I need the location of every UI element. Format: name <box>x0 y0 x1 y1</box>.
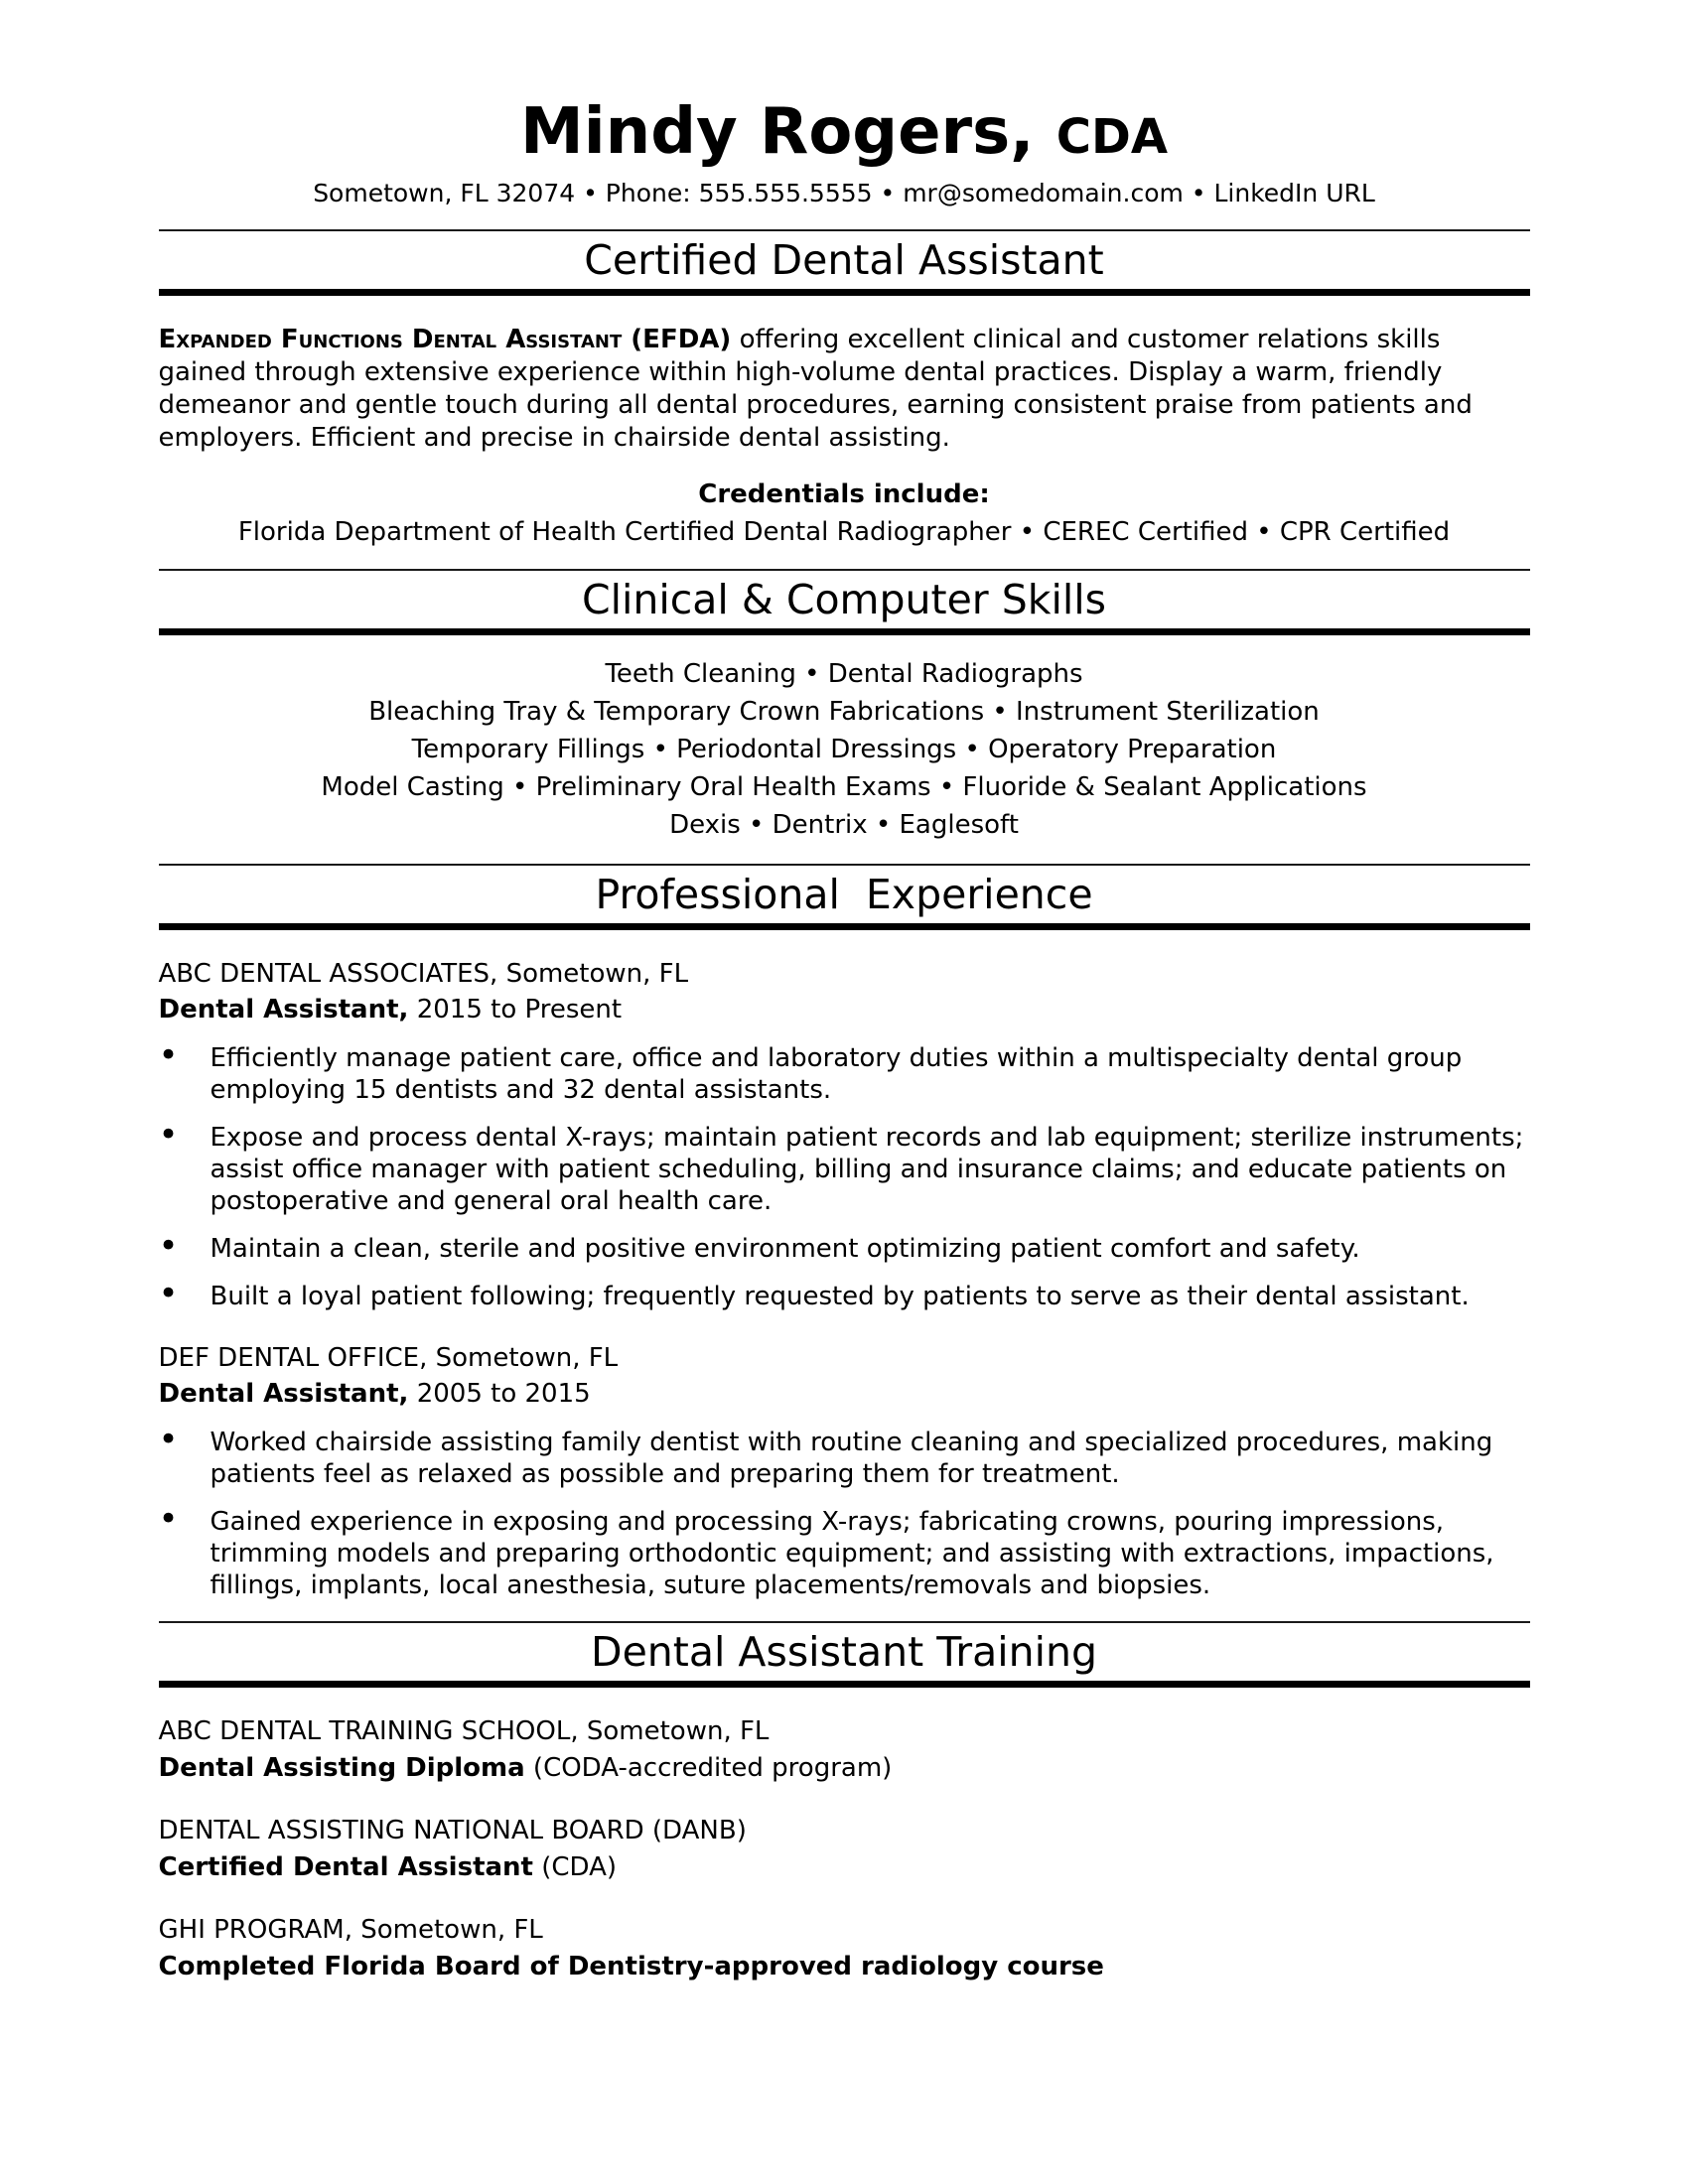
job-bullet-list <box>159 1427 1530 1601</box>
summary-paragraph <box>159 324 1530 455</box>
role-title: Dental Assistant, <box>158 1379 409 1409</box>
role-line <box>159 1378 1530 1411</box>
skills-line: Temporary Fillings • Periodontal Dressings • Operatory Preparation <box>411 735 1277 764</box>
job-bullet: • Worked chairside assisting family dentist with routine cleaning and specialized procedures, making patients feel as relaxed as possible and preparing them for treatment. <box>159 1427 1530 1490</box>
resume-headline: Certified Dental Assistant <box>584 236 1104 284</box>
divider-thin-training-top <box>159 1621 1530 1623</box>
skills-line: Model Casting • Preliminary Oral Health Exams • Fluoride & Sealant Applications <box>321 772 1367 802</box>
section-title-experience: Professional Experience <box>595 871 1093 918</box>
training-credential-detail: (CODA-accredited program) <box>524 1753 893 1783</box>
job-bullet-list <box>159 1042 1530 1312</box>
job-entry <box>159 958 1530 1312</box>
credentials-heading: Credentials include: <box>698 479 990 509</box>
company-line: DEF DENTAL OFFICE, Sometown, FL <box>158 1343 619 1373</box>
contact-line: Sometown, FL 32074 • Phone: 555.555.5555 • mr@somedomain.com • LinkedIn URL <box>313 179 1375 207</box>
summary-text: offering excellent clinical and customer relations skills gained through extensive experience within high-volume dental practices. Display a warm, friendly demeanor and gentle touch during all dental procedures, earning consistent praise from patients and employers. Efficient and precise in chairside dental assisting. <box>158 325 1473 453</box>
training-credential: Dental Assisting Diploma <box>158 1753 525 1783</box>
training-org: ABC DENTAL TRAINING SCHOOL, Sometown, FL <box>158 1716 770 1746</box>
section-title-skills: Clinical & Computer Skills <box>581 576 1107 623</box>
candidate-name <box>159 95 1530 174</box>
training-entry <box>159 1914 1530 1983</box>
training-credential: Completed Florida Board of Dentistry-approved radiology course <box>158 1952 1104 1981</box>
training-org: DENTAL ASSISTING NATIONAL BOARD (DANB) <box>158 1816 747 1845</box>
training-entry <box>159 1815 1530 1884</box>
summary-lead: Expanded Functions Dental Assistant (EFDA) <box>158 325 732 354</box>
skills-line: Teeth Cleaning • Dental Radiographs <box>605 659 1083 689</box>
skills-line: Dexis • Dentrix • Eaglesoft <box>669 810 1019 840</box>
training-credential-line <box>159 1752 1530 1785</box>
job-bullet: • Expose and process dental X-rays; maintain patient records and lab equipment; sterilize instruments; assist office manager with patient scheduling, billing and insurance claims; and educate patients on postoperative and general oral health care. <box>159 1122 1530 1217</box>
candidate-credential: CDA <box>1055 109 1168 165</box>
section-title-training: Dental Assistant Training <box>591 1628 1097 1676</box>
divider-thin-experience-top <box>159 864 1530 866</box>
company-line: ABC DENTAL ASSOCIATES, Sometown, FL <box>158 959 689 989</box>
divider-thin-skills-top <box>159 569 1530 571</box>
training-credential: Certified Dental Assistant <box>158 1852 533 1882</box>
job-bullet: • Maintain a clean, sterile and positive environment optimizing patient comfort and safety. <box>159 1233 1530 1265</box>
candidate-name-text: Mindy Rogers, <box>520 95 1035 169</box>
skills-line: Bleaching Tray & Temporary Crown Fabrications • Instrument Sterilization <box>368 697 1320 727</box>
job-bullet: • Efficiently manage patient care, office and laboratory duties within a multispecialty dental group employing 15 dentists and 32 dental assistants. <box>159 1042 1530 1106</box>
job-bullet: • Gained experience in exposing and processing X-rays; fabricating crowns, pouring impressions, trimming models and preparing orthodontic equipment; and assisting with extractions, impactions, fillings, implants, local anesthesia, suture placements/removals and biopsies. <box>159 1506 1530 1601</box>
job-bullet: • Built a loyal patient following; frequently requested by patients to serve as their dental assistant. <box>159 1281 1530 1312</box>
training-org: GHI PROGRAM, Sometown, FL <box>158 1915 543 1945</box>
training-credential-detail: (CDA) <box>532 1852 618 1882</box>
divider-thick-headline-bottom <box>159 289 1530 296</box>
training-entry <box>159 1715 1530 1785</box>
training-credential-line <box>159 1851 1530 1884</box>
role-line <box>159 994 1530 1026</box>
credentials-line: Florida Department of Health Certified Dental Radiographer • CEREC Certified • CPR Certified <box>237 517 1451 547</box>
divider-thick-experience-bottom <box>159 923 1530 930</box>
divider-thick-training-bottom <box>159 1681 1530 1688</box>
role-title: Dental Assistant, <box>158 995 409 1024</box>
role-dates: 2015 to Present <box>416 995 623 1024</box>
skills-list <box>159 655 1530 844</box>
training-credential-line <box>159 1951 1530 1983</box>
job-entry <box>159 1342 1530 1601</box>
resume-page <box>159 0 1530 1983</box>
role-dates: 2005 to 2015 <box>416 1379 591 1409</box>
divider-thick-skills-bottom <box>159 628 1530 635</box>
divider-thin-headline-top <box>159 229 1530 231</box>
